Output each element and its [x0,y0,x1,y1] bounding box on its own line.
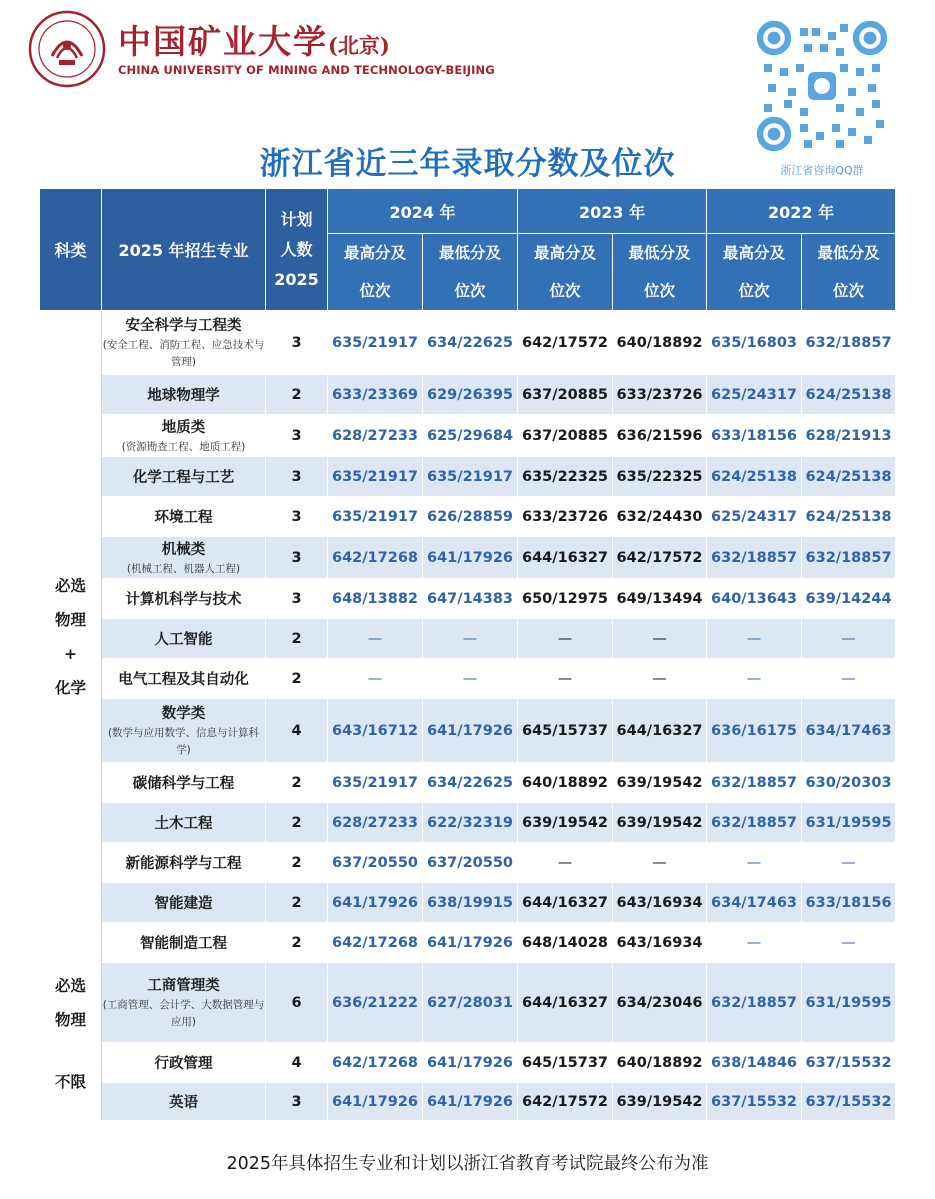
score-cell: 632/24430 [613,497,707,537]
table-row [40,457,896,497]
plan-cell: 3 [266,311,328,375]
score-cell: 634/17463 [802,699,896,763]
score-cell: 643/16712 [328,699,423,763]
table-row [40,699,896,763]
score-cell: 644/16327 [613,699,707,763]
min-score-header: 最低分及 位次 [802,234,896,311]
major-cell: 行政管理 [102,1043,266,1083]
score-cell: 628/27233 [328,415,423,457]
score-cell: 639/19542 [613,763,707,803]
major-cell: 碳储科学与工程 [102,763,266,803]
major-cell: 计算机科学与技术 [102,579,266,619]
score-cell: 624/25138 [802,375,896,415]
score-cell: 638/19915 [423,883,518,923]
score-cell: 648/13882 [328,579,423,619]
score-cell: — [518,619,613,659]
score-cell: 632/18857 [707,963,802,1043]
major-cell: 智能制造工程 [102,923,266,963]
footer-note: 2025年具体招生专业和计划以浙江省教育考试院最终公布为准 [226,1154,709,1174]
score-cell: 627/28031 [423,963,518,1043]
category-header: 科类 [40,189,102,311]
score-cell: 642/17572 [518,1083,613,1121]
score-cell: 638/14846 [707,1043,802,1083]
score-cell: 644/16327 [518,883,613,923]
plan-cell: 3 [266,497,328,537]
score-cell: 633/23726 [613,375,707,415]
score-cell: 641/17926 [423,1083,518,1121]
score-cell: 640/18892 [613,311,707,375]
major-header: 2025 年招生专业 [102,189,266,311]
score-cell: 639/19542 [518,803,613,843]
score-cell: 635/22325 [613,457,707,497]
score-cell: 644/16327 [518,537,613,579]
score-cell: — [707,659,802,699]
table-row [40,619,896,659]
plan-cell: 2 [266,659,328,699]
score-cell: 631/19595 [802,803,896,843]
score-cell: — [802,843,896,883]
score-cell: 642/17572 [613,537,707,579]
major-cell: 地质类 (资源勘查工程、地质工程) [102,415,266,457]
score-cell: 641/17926 [328,883,423,923]
score-cell: 637/20550 [328,843,423,883]
score-cell: — [613,659,707,699]
plan-cell: 2 [266,763,328,803]
score-cell: 635/22325 [518,457,613,497]
major-cell: 工商管理类 (工商管理、会计学、大数据管理与应用) [102,963,266,1043]
score-cell: 628/27233 [328,803,423,843]
score-cell: 635/21917 [328,763,423,803]
score-cell: — [518,843,613,883]
plan-cell: 3 [266,1083,328,1121]
table-row [40,963,896,1043]
major-cell: 数学类 (数学与应用数学、信息与计算科学) [102,699,266,763]
major-cell: 智能建造 [102,883,266,923]
score-cell: 634/22625 [423,311,518,375]
score-cell: 631/19595 [802,963,896,1043]
category-cell: 必选 物理 + 化学 [40,311,102,963]
major-subtitle: (资源勘查工程、地质工程) [121,440,246,453]
score-cell: — [802,619,896,659]
major-cell: 化学工程与工艺 [102,457,266,497]
score-cell: 632/18857 [707,537,802,579]
major-cell: 电气工程及其自动化 [102,659,266,699]
min-score-header: 最低分及 位次 [423,234,518,311]
score-cell: 625/24317 [707,375,802,415]
major-cell: 人工智能 [102,619,266,659]
plan-cell: 4 [266,1043,328,1083]
score-cell: 635/21917 [328,311,423,375]
score-cell: 628/21913 [802,415,896,457]
plan-cell: 3 [266,457,328,497]
major-subtitle: (安全工程、消防工程、应急技术与管理) [102,339,265,368]
admission-score-table [39,188,896,1121]
major-cell: 土木工程 [102,803,266,843]
score-cell: 635/21917 [328,457,423,497]
score-cell: 626/28859 [423,497,518,537]
table-row [40,497,896,537]
score-cell: 625/24317 [707,497,802,537]
score-cell: 635/16803 [707,311,802,375]
category-cell: 不限 [40,1043,102,1121]
university-name-en: CHINA UNIVERSITY OF MINING AND TECHNOLOGY-BEIJING [118,63,495,77]
plan-cell: 6 [266,963,328,1043]
score-cell: 633/23369 [328,375,423,415]
year-2024-header: 2024 年 [328,189,518,234]
score-cell: — [707,619,802,659]
score-cell: 650/12975 [518,579,613,619]
qq-group-qr-code-icon [756,20,888,152]
year-2023-header: 2023 年 [518,189,707,234]
score-cell: 632/18857 [707,763,802,803]
plan-cell: 4 [266,699,328,763]
score-cell: 624/25138 [707,457,802,497]
page-title: 浙江省近三年录取分数及位次 [259,146,676,182]
major-subtitle: (工商管理、会计学、大数据管理与应用) [102,999,265,1028]
score-cell: 645/15737 [518,699,613,763]
score-cell: 641/17926 [423,923,518,963]
score-cell: 641/17926 [328,1083,423,1121]
score-cell: 643/16934 [613,883,707,923]
page-header [0,0,935,185]
score-cell: 637/20885 [518,375,613,415]
qr-caption: 浙江省咨询QQ群 [780,164,864,177]
score-cell: — [613,619,707,659]
plan-cell: 3 [266,579,328,619]
table-body [40,311,896,1121]
table-row [40,415,896,457]
table-row [40,659,896,699]
table-row [40,843,896,883]
table-row [40,883,896,923]
score-cell: 645/15737 [518,1043,613,1083]
score-cell: 637/15532 [802,1083,896,1121]
table-row [40,1083,896,1121]
score-cell: 637/15532 [707,1083,802,1121]
score-cell: 633/18156 [802,883,896,923]
table-row [40,537,896,579]
min-score-header: 最低分及 位次 [613,234,707,311]
score-cell: 636/21222 [328,963,423,1043]
score-cell: 629/26395 [423,375,518,415]
score-cell: 630/20303 [802,763,896,803]
table-row [40,375,896,415]
major-cell: 新能源科学与工程 [102,843,266,883]
table-row [40,1043,896,1083]
score-cell: — [802,659,896,699]
score-cell: 624/25138 [802,457,896,497]
score-cell: 642/17268 [328,923,423,963]
score-cell: 625/29684 [423,415,518,457]
table-row [40,579,896,619]
major-subtitle: (机械工程、机器人工程) [126,562,241,575]
major-cell: 英语 [102,1083,266,1121]
score-cell: — [518,659,613,699]
score-cell: 648/14028 [518,923,613,963]
score-cell: 633/18156 [707,415,802,457]
score-cell: — [613,843,707,883]
major-cell: 地球物理学 [102,375,266,415]
score-cell: 634/23046 [613,963,707,1043]
score-cell: — [802,923,896,963]
score-cell: 632/18857 [707,803,802,843]
score-cell: — [328,619,423,659]
score-cell: 637/20550 [423,843,518,883]
score-cell: 643/16934 [613,923,707,963]
max-score-header: 最高分及 位次 [328,234,423,311]
plan-cell: 2 [266,619,328,659]
major-cell: 机械类 (机械工程、机器人工程) [102,537,266,579]
table-row [40,803,896,843]
score-cell: 642/17268 [328,537,423,579]
score-cell: 633/23726 [518,497,613,537]
plan-cell: 2 [266,375,328,415]
university-name-cn: 中国矿业大学(北京) [118,22,390,61]
score-cell: 637/15532 [802,1043,896,1083]
plan-cell: 2 [266,923,328,963]
score-cell: 640/18892 [613,1043,707,1083]
score-cell: 647/14383 [423,579,518,619]
score-cell: 641/17926 [423,699,518,763]
score-cell: 632/18857 [802,537,896,579]
plan-cell: 3 [266,415,328,457]
score-cell: 635/21917 [423,457,518,497]
score-cell: 639/19542 [613,803,707,843]
score-cell: 632/18857 [802,311,896,375]
table-row [40,923,896,963]
plan-cell: 2 [266,803,328,843]
score-cell: 642/17268 [328,1043,423,1083]
score-cell: 622/32319 [423,803,518,843]
score-cell: 637/20885 [518,415,613,457]
university-seal-icon [28,10,106,88]
year-2022-header: 2022 年 [707,189,896,234]
score-cell: 636/21596 [613,415,707,457]
major-cell: 安全科学与工程类 (安全工程、消防工程、应急技术与管理) [102,311,266,375]
plan-cell: 2 [266,843,328,883]
score-cell: 640/18892 [518,763,613,803]
score-cell: 641/17926 [423,1043,518,1083]
major-cell: 环境工程 [102,497,266,537]
score-cell: — [707,923,802,963]
score-cell: 636/16175 [707,699,802,763]
score-cell: 641/17926 [423,537,518,579]
score-cell: 634/17463 [707,883,802,923]
table-row [40,763,896,803]
plan-cell: 2 [266,883,328,923]
plan-header: 计划 人数 2025 [266,189,328,311]
score-cell: 639/14244 [802,579,896,619]
score-cell: — [423,619,518,659]
score-cell: 624/25138 [802,497,896,537]
score-cell: 649/13494 [613,579,707,619]
score-cell: 635/21917 [328,497,423,537]
score-cell: — [707,843,802,883]
table-row [40,311,896,375]
score-cell: 639/19542 [613,1083,707,1121]
category-cell: 必选 物理 [40,963,102,1043]
score-cell: 640/13643 [707,579,802,619]
max-score-header: 最高分及 位次 [707,234,802,311]
score-cell: — [423,659,518,699]
score-cell: 644/16327 [518,963,613,1043]
table-header-row [40,189,896,234]
plan-cell: 3 [266,537,328,579]
score-cell: 642/17572 [518,311,613,375]
major-subtitle: (数学与应用数学、信息与计算科学) [107,727,260,756]
max-score-header: 最高分及 位次 [518,234,613,311]
score-cell: 634/22625 [423,763,518,803]
score-cell: — [328,659,423,699]
